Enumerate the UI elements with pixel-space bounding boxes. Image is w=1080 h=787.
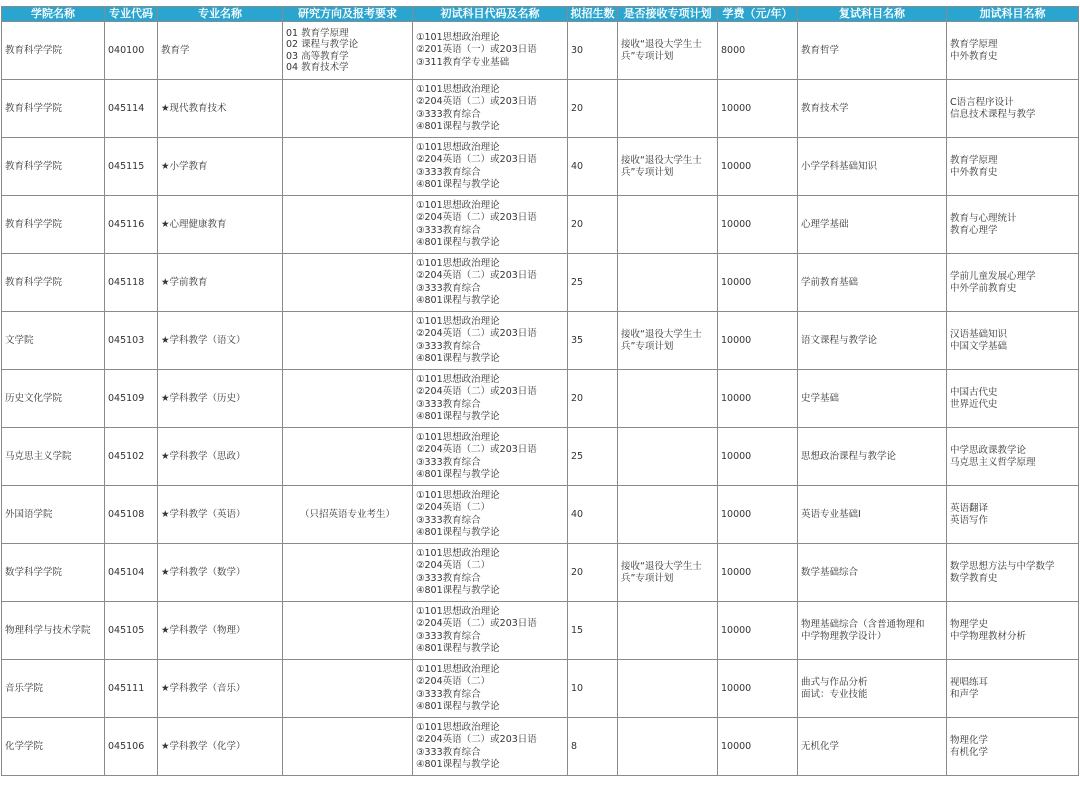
college-cell: 教育科学学院: [2, 138, 105, 196]
cell-line: ③333教育综合: [416, 514, 481, 526]
college-cell: 教育科学学院: [2, 22, 105, 80]
tuition-cell: 10000: [718, 428, 798, 486]
major-name-cell: ★学前教育: [158, 254, 283, 312]
extra-subject-cell: [947, 602, 1079, 660]
special-plan-cell: [618, 602, 718, 660]
cell-line: ③311教育学专业基础: [416, 56, 510, 68]
major-code-cell: 045105: [105, 602, 158, 660]
retest-subject-cell: [798, 80, 947, 138]
cell-line: 中国文学基础: [950, 340, 1008, 352]
major-code-cell: 040100: [105, 22, 158, 80]
cell-line: 学前教育基础: [801, 276, 859, 288]
cell-line: 思想政治课程与教学论: [801, 450, 897, 462]
direction-cell: [283, 718, 413, 776]
exam-subjects-cell: [413, 718, 568, 776]
cell-line: ②204英语（二）或203日语: [416, 386, 537, 398]
retest-subject-cell: [798, 254, 947, 312]
column-header: 拟招生数: [568, 7, 618, 22]
table-row: [2, 22, 1079, 80]
retest-subject-cell: [798, 544, 947, 602]
column-header: 学费（元/年）: [718, 7, 798, 22]
cell-line: 史学基础: [801, 392, 840, 404]
cell-line: 曲式与作品分析: [801, 677, 868, 688]
college-cell: 数学科学学院: [2, 544, 105, 602]
cell-line: 教育学原理: [950, 39, 998, 50]
column-header: 学院名称: [2, 7, 105, 22]
cell-line: ①101思想政治理论: [416, 316, 500, 328]
major-name-cell: ★学科教学（化学）: [158, 718, 283, 776]
extra-subject-cell: [947, 80, 1079, 138]
cell-line: 英语写作: [950, 514, 989, 526]
direction-cell: [283, 486, 413, 544]
direction-cell: [283, 428, 413, 486]
cell-line: ②204英语（二）: [416, 676, 491, 688]
table-body: [2, 22, 1079, 776]
cell-line: 中外学前教育史: [950, 282, 1017, 294]
college-cell: 外国语学院: [2, 486, 105, 544]
exam-subjects-cell: [413, 312, 568, 370]
cell-line: ①101思想政治理论: [416, 32, 500, 44]
cell-line: 数学教育史: [950, 572, 998, 584]
major-code-cell: 045103: [105, 312, 158, 370]
college-cell: 文学院: [2, 312, 105, 370]
extra-subject-cell: [947, 660, 1079, 718]
quota-cell: 15: [568, 602, 618, 660]
direction-cell: [283, 22, 413, 80]
major-code-cell: 045116: [105, 196, 158, 254]
cell-line: 物理基础综合（含普通物理和: [801, 619, 925, 630]
cell-line: ②204英语（二）或203日语: [416, 154, 537, 166]
cell-line: ④801课程与教学论: [416, 294, 500, 306]
column-header: 专业名称: [158, 7, 283, 22]
cell-line: ①101思想政治理论: [416, 374, 500, 386]
exam-subjects-cell: [413, 660, 568, 718]
cell-line: ④801课程与教学论: [416, 584, 500, 596]
cell-line: 中学思政课教学论: [950, 445, 1027, 456]
exam-subjects-cell: [413, 80, 568, 138]
major-name-cell: ★学科教学（思政）: [158, 428, 283, 486]
extra-subject-cell: [947, 196, 1079, 254]
cell-line: ①101思想政治理论: [416, 258, 500, 270]
extra-subject-cell: [947, 428, 1079, 486]
cell-line: 中外教育史: [950, 50, 998, 62]
major-code-cell: 045111: [105, 660, 158, 718]
cell-line: 马克思主义哲学原理: [950, 456, 1036, 468]
major-name-cell: ★心理健康教育: [158, 196, 283, 254]
cell-line: 教育心理学: [950, 224, 998, 236]
tuition-cell: 10000: [718, 718, 798, 776]
extra-subject-cell: [947, 486, 1079, 544]
major-name-cell: ★学科教学（历史）: [158, 370, 283, 428]
college-cell: 物理科学与技术学院: [2, 602, 105, 660]
cell-line: ③333教育综合: [416, 746, 481, 758]
table-row: [2, 370, 1079, 428]
special-plan-cell: 接收“退役大学生士兵”专项计划: [618, 312, 718, 370]
table-row: [2, 660, 1079, 718]
table-row: [2, 718, 1079, 776]
quota-cell: 40: [568, 486, 618, 544]
tuition-cell: 10000: [718, 138, 798, 196]
college-cell: 教育科学学院: [2, 196, 105, 254]
cell-line: ②204英语（二）或203日语: [416, 328, 537, 340]
cell-line: ③333教育综合: [416, 108, 481, 120]
exam-subjects-cell: [413, 254, 568, 312]
column-header: 是否接收专项计划: [618, 7, 718, 22]
table-row: [2, 428, 1079, 486]
cell-line: 信息技术课程与教学: [950, 108, 1036, 120]
extra-subject-cell: [947, 370, 1079, 428]
special-plan-cell: 接收“退役大学生士兵”专项计划: [618, 22, 718, 80]
major-code-cell: 045109: [105, 370, 158, 428]
cell-line: ③333教育综合: [416, 282, 481, 294]
retest-subject-cell: [798, 22, 947, 80]
exam-subjects-cell: [413, 428, 568, 486]
retest-subject-cell: [798, 370, 947, 428]
cell-line: ④801课程与教学论: [416, 526, 500, 538]
cell-line: ④801课程与教学论: [416, 236, 500, 248]
cell-line: ②204英语（二）或203日语: [416, 212, 537, 224]
major-code-cell: 045102: [105, 428, 158, 486]
cell-line: 教育哲学: [801, 44, 840, 56]
cell-line: ③333教育综合: [416, 398, 481, 410]
cell-line: 英语专业基础I: [801, 508, 861, 520]
cell-line: 04 教育技术学: [286, 62, 349, 73]
table-row: [2, 544, 1079, 602]
quota-cell: 25: [568, 254, 618, 312]
column-header: 专业代码: [105, 7, 158, 22]
direction-cell: [283, 312, 413, 370]
cell-line: ②204英语（二）或203日语: [416, 270, 537, 282]
cell-line: 有机化学: [950, 746, 989, 758]
header-row: [2, 7, 1079, 22]
exam-subjects-cell: [413, 602, 568, 660]
direction-cell: [283, 196, 413, 254]
cell-line: 视唱练耳: [950, 677, 989, 688]
exam-subjects-cell: [413, 544, 568, 602]
college-cell: 化学学院: [2, 718, 105, 776]
special-plan-cell: [618, 428, 718, 486]
cell-line: 无机化学: [801, 740, 840, 752]
quota-cell: 25: [568, 428, 618, 486]
cell-line: ③333教育综合: [416, 456, 481, 468]
college-cell: 音乐学院: [2, 660, 105, 718]
quota-cell: 10: [568, 660, 618, 718]
cell-line: 学前儿童发展心理学: [950, 271, 1036, 282]
quota-cell: 8: [568, 718, 618, 776]
special-plan-cell: [618, 660, 718, 718]
cell-line: ③333教育综合: [416, 224, 481, 236]
cell-line: ①101思想政治理论: [416, 606, 500, 618]
table-row: [2, 254, 1079, 312]
direction-cell: [283, 80, 413, 138]
cell-line: （只招英语专业考生）: [299, 508, 395, 520]
cell-line: ④801课程与教学论: [416, 758, 500, 770]
extra-subject-cell: [947, 312, 1079, 370]
cell-line: ①101思想政治理论: [416, 490, 500, 502]
quota-cell: 35: [568, 312, 618, 370]
tuition-cell: 8000: [718, 22, 798, 80]
direction-cell: [283, 138, 413, 196]
cell-line: ①101思想政治理论: [416, 84, 500, 96]
direction-cell: [283, 602, 413, 660]
exam-subjects-cell: [413, 22, 568, 80]
cell-line: 世界近代史: [950, 398, 998, 410]
quota-cell: 40: [568, 138, 618, 196]
direction-cell: [283, 254, 413, 312]
cell-line: ①101思想政治理论: [416, 548, 500, 560]
cell-line: 02 课程与教学论: [286, 39, 359, 50]
major-name-cell: ★学科教学（物理）: [158, 602, 283, 660]
column-header: 复试科目名称: [798, 7, 947, 22]
cell-line: ①101思想政治理论: [416, 722, 500, 734]
cell-line: ②204英语（二）或203日语: [416, 618, 537, 630]
cell-line: ③333教育综合: [416, 572, 481, 584]
extra-subject-cell: [947, 544, 1079, 602]
retest-subject-cell: [798, 428, 947, 486]
cell-line: ②204英语（二）: [416, 502, 491, 514]
cell-line: 小学学科基础知识: [801, 160, 878, 172]
column-header: 加试科目名称: [947, 7, 1079, 22]
cell-line: 语文课程与教学论: [801, 334, 878, 346]
cell-line: ②204英语（二）或203日语: [416, 734, 537, 746]
major-code-cell: 045115: [105, 138, 158, 196]
major-name-cell: ★学科教学（数学）: [158, 544, 283, 602]
cell-line: 中国古代史: [950, 387, 998, 398]
cell-line: 心理学基础: [801, 218, 849, 230]
cell-line: ②204英语（二）或203日语: [416, 96, 537, 108]
cell-line: ③333教育综合: [416, 340, 481, 352]
exam-subjects-cell: [413, 370, 568, 428]
tuition-cell: 10000: [718, 80, 798, 138]
extra-subject-cell: [947, 254, 1079, 312]
major-code-cell: 045106: [105, 718, 158, 776]
special-plan-cell: [618, 370, 718, 428]
special-plan-cell: [618, 196, 718, 254]
cell-line: ④801课程与教学论: [416, 700, 500, 712]
major-code-cell: 045108: [105, 486, 158, 544]
major-code-cell: 045118: [105, 254, 158, 312]
tuition-cell: 10000: [718, 370, 798, 428]
major-name-cell: ★学科教学（音乐）: [158, 660, 283, 718]
cell-line: ②204英语（二）: [416, 560, 491, 572]
tuition-cell: 10000: [718, 196, 798, 254]
direction-cell: [283, 544, 413, 602]
quota-cell: 20: [568, 196, 618, 254]
table-row: [2, 312, 1079, 370]
special-plan-cell: [618, 718, 718, 776]
cell-line: 教育与心理统计: [950, 213, 1017, 224]
extra-subject-cell: [947, 22, 1079, 80]
cell-line: 汉语基础知识: [950, 329, 1008, 340]
exam-subjects-cell: [413, 138, 568, 196]
cell-line: 中外教育史: [950, 166, 998, 178]
cell-line: 物理学史: [950, 619, 989, 630]
column-header: 研究方向及报考要求: [283, 7, 413, 22]
quota-cell: 20: [568, 370, 618, 428]
special-plan-cell: 接收“退役大学生士兵”专项计划: [618, 544, 718, 602]
cell-line: 中学物理教材分析: [950, 630, 1027, 642]
cell-line: 面试：专业技能: [801, 688, 868, 700]
quota-cell: 20: [568, 80, 618, 138]
tuition-cell: 10000: [718, 254, 798, 312]
retest-subject-cell: [798, 138, 947, 196]
cell-line: 01 教育学原理: [286, 27, 349, 39]
special-plan-cell: [618, 254, 718, 312]
major-name-cell: ★学科教学（语文）: [158, 312, 283, 370]
cell-line: 英语翻译: [950, 503, 989, 514]
exam-subjects-cell: [413, 196, 568, 254]
admissions-table: [1, 6, 1079, 776]
retest-subject-cell: [798, 312, 947, 370]
college-cell: 马克思主义学院: [2, 428, 105, 486]
cell-line: 数学思想方法与中学数学: [950, 561, 1055, 572]
direction-cell: [283, 370, 413, 428]
quota-cell: 20: [568, 544, 618, 602]
cell-line: ①101思想政治理论: [416, 200, 500, 212]
quota-cell: 30: [568, 22, 618, 80]
extra-subject-cell: [947, 138, 1079, 196]
tuition-cell: 10000: [718, 486, 798, 544]
cell-line: ③333教育综合: [416, 166, 481, 178]
cell-line: 教育学原理: [950, 155, 998, 166]
special-plan-cell: 接收“退役大学生士兵”专项计划: [618, 138, 718, 196]
cell-line: 数学基础综合: [801, 566, 859, 578]
college-cell: 历史文化学院: [2, 370, 105, 428]
cell-line: ④801课程与教学论: [416, 410, 500, 422]
tuition-cell: 10000: [718, 312, 798, 370]
major-code-cell: 045104: [105, 544, 158, 602]
major-name-cell: ★现代教育技术: [158, 80, 283, 138]
retest-subject-cell: [798, 486, 947, 544]
cell-line: ①101思想政治理论: [416, 664, 500, 676]
retest-subject-cell: [798, 196, 947, 254]
college-cell: 教育科学学院: [2, 254, 105, 312]
table-row: [2, 80, 1079, 138]
cell-line: 和声学: [950, 688, 979, 700]
retest-subject-cell: [798, 718, 947, 776]
cell-line: ②201英语（一）或203日语: [416, 44, 537, 56]
cell-line: 教育技术学: [801, 102, 849, 114]
special-plan-cell: [618, 486, 718, 544]
table-row: [2, 602, 1079, 660]
college-cell: 教育科学学院: [2, 80, 105, 138]
cell-line: 03 高等教育学: [286, 50, 349, 62]
cell-line: ①101思想政治理论: [416, 432, 500, 444]
cell-line: 中学物理教学设计）: [801, 630, 887, 642]
cell-line: ④801课程与教学论: [416, 468, 500, 480]
cell-line: ④801课程与教学论: [416, 178, 500, 190]
major-name-cell: ★小学教育: [158, 138, 283, 196]
cell-line: ②204英语（二）或203日语: [416, 444, 537, 456]
retest-subject-cell: [798, 660, 947, 718]
exam-subjects-cell: [413, 486, 568, 544]
tuition-cell: 10000: [718, 602, 798, 660]
table-row: [2, 486, 1079, 544]
column-header: 初试科目代码及名称: [413, 7, 568, 22]
direction-cell: [283, 660, 413, 718]
special-plan-cell: [618, 80, 718, 138]
cell-line: 物理化学: [950, 735, 989, 746]
extra-subject-cell: [947, 718, 1079, 776]
table-row: [2, 196, 1079, 254]
tuition-cell: 10000: [718, 660, 798, 718]
cell-line: C语言程序设计: [950, 97, 1014, 108]
cell-line: ①101思想政治理论: [416, 142, 500, 154]
major-code-cell: 045114: [105, 80, 158, 138]
tuition-cell: 10000: [718, 544, 798, 602]
major-name-cell: ★学科教学（英语）: [158, 486, 283, 544]
retest-subject-cell: [798, 602, 947, 660]
cell-line: ④801课程与教学论: [416, 352, 500, 364]
cell-line: ④801课程与教学论: [416, 642, 500, 654]
cell-line: ③333教育综合: [416, 630, 481, 642]
cell-line: ④801课程与教学论: [416, 120, 500, 132]
major-name-cell: 教育学: [158, 22, 283, 80]
cell-line: ③333教育综合: [416, 688, 481, 700]
table-row: [2, 138, 1079, 196]
